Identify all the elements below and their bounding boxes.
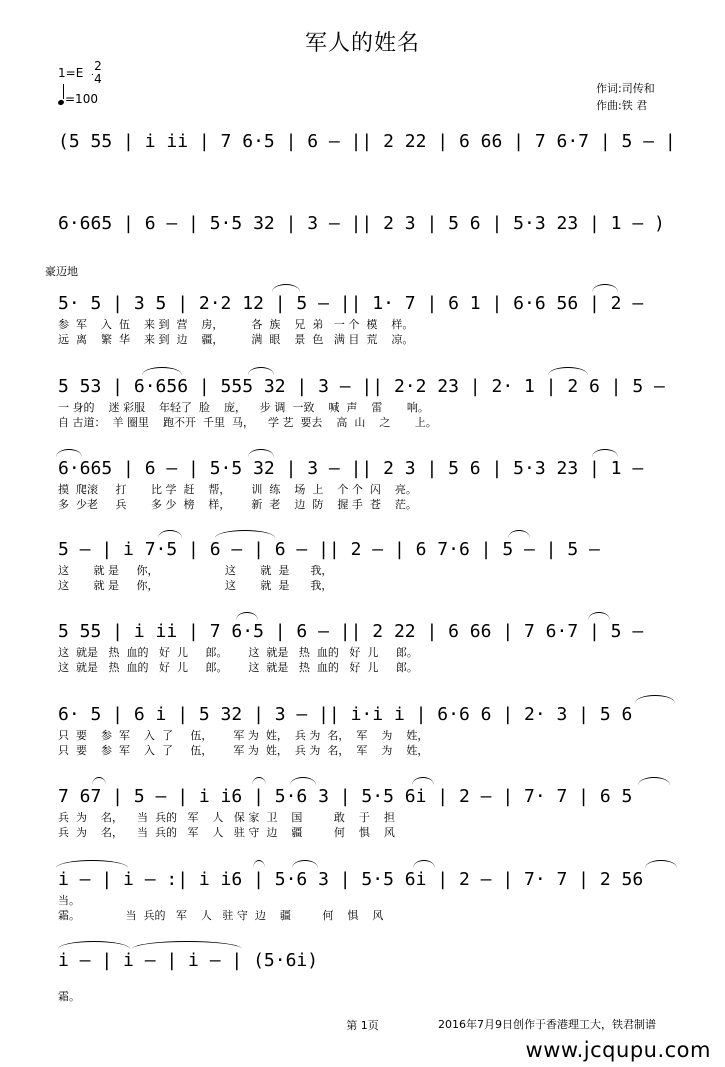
song-title: 军人的姓名 <box>304 31 420 56</box>
lyrics-verse-2: 兵 为 名， 当 兵的 军 人 驻 守 边 疆 何 惧 风 <box>58 826 395 839</box>
slur-arc <box>248 367 274 375</box>
lyrics-verse-1: 当。 <box>58 894 80 907</box>
lyrics-verse-1: 这 就是 热 血的 好 儿 郎。 这 就是 热 血的 好 儿 郎。 <box>58 646 418 659</box>
slur-arc <box>56 449 82 457</box>
expression-mark: 豪迈地 <box>45 265 78 278</box>
notation-line: 6· 5 | 6 i | 5 32 | 3 – || i·i i | 6·6 6 | 2· 3 | 5 6 <box>58 704 633 725</box>
slur-arc <box>142 367 182 375</box>
slur-arc <box>413 860 435 868</box>
slur-arc <box>253 860 265 868</box>
lyrics-verse-2: 自 古道： 羊 圈里 跑不开 千里 马， 学 艺 要去 高 山 之 上。 <box>58 416 437 429</box>
lyrics-verse-2: 霜。 当 兵的 军 人 驻 守 边 疆 何 惧 风 <box>58 909 384 922</box>
slur-arc <box>548 367 588 375</box>
lyrics-verse-2: 远 离 繁 华 来 到 边 疆， 满 眼 景 色 满 目 荒 凉。 <box>58 333 414 346</box>
slur-arc <box>592 449 618 457</box>
page-number: 第 1页 <box>346 1019 379 1032</box>
slur-arc <box>236 612 258 620</box>
slur-arc <box>252 777 266 785</box>
slur-arc <box>58 941 130 949</box>
notation-line: 5· 5 | 3 5 | 2·2 12 | 5 – || 1· 7 | 6 1 | 6·6 56 | 2 – <box>58 293 644 314</box>
slur-arc <box>215 530 275 538</box>
notation-line: (5 55 | i ii | 7 6·5 | 6 – || 2 22 | 6 66 | 7 6·7 | 5 – | <box>58 131 676 152</box>
lyrics-verse-1: 这 就 是 你， 这 就 是 我， <box>58 564 333 577</box>
slur-arc <box>635 695 675 703</box>
slur-arc <box>412 777 434 785</box>
slur-arc <box>56 860 128 868</box>
key-signature: 1=E <box>58 66 84 80</box>
lyrics-verse-2: 这 就是 热 血的 好 儿 郎。 这 就是 热 血的 好 儿 郎。 <box>58 661 418 674</box>
notation-line: 6·665 | 6 – | 5·5 32 | 3 – || 2 3 | 5 6 | 5·3 23 | 1 – ) <box>58 213 665 234</box>
slur-arc <box>645 860 677 868</box>
slur-arc <box>132 941 242 949</box>
lyrics-verse-2: 这 就 是 你， 这 就 是 我， <box>58 579 333 592</box>
composer: 作曲:铁 君 <box>596 99 648 112</box>
lyrics-verse-1: 只 要 参 军 入 了 伍， 军 为 姓， 兵 为 名， 军 为 姓， <box>58 729 429 742</box>
tempo-mark <box>58 88 98 106</box>
slur-arc <box>92 777 106 785</box>
slur-arc <box>638 777 670 785</box>
lyrics-verse-2: 只 要 参 军 入 了 伍， 军 为 姓， 兵 为 名， 军 为 姓， <box>58 744 429 757</box>
notation-line: 5 55 | i ii | 7 6·5 | 6 – || 2 22 | 6 66 | 7 6·7 | 5 – <box>58 621 644 642</box>
slur-arc <box>248 449 274 457</box>
slur-arc <box>508 530 530 538</box>
time-signature <box>92 60 104 86</box>
meter-top: 2 <box>94 59 102 73</box>
slur-arc <box>592 284 618 292</box>
slur-arc <box>290 777 316 785</box>
lyrics-verse-1: 参 军 入 伍 来 到 营 房， 各 族 兄 弟 一 个 模 样。 <box>58 318 414 331</box>
notation-line: 5 53 | 6·656 | 555 32 | 3 – || 2·2 23 | 2· 1 | 2 6 | 5 – <box>58 376 665 397</box>
lyrics-verse-2: 多 少老 兵 多 少 榜 样， 新 老 边 防 握 手 苍 茫。 <box>58 498 417 511</box>
credits <box>596 80 655 114</box>
meter-bottom: 4 <box>94 72 102 86</box>
lyrics-verse-2: 霜。 <box>58 990 80 1003</box>
quarter-note-icon <box>57 99 64 106</box>
notation-line: i – | i – :| i i6 | 5·6 3 | 5·5 6i | 2 – | 7· 7 | 2 56 <box>58 869 644 890</box>
slur-arc <box>158 530 182 538</box>
notation-line: 7 67 | 5 – | i i6 | 5·6 3 | 5·5 6i | 2 – | 7· 7 | 6 5 <box>58 786 633 807</box>
notation-line: i – | i – | i – | (5·6i) <box>58 950 319 971</box>
notation-line: 5 – | i 7·5 | 6 – | 6 – || 2 – | 6 7·6 | 5 – | 5 – <box>58 539 600 560</box>
lyrics-verse-1: 一 身的 迷 彩服 年轻了 脸 庞， 步 调 一致 喊 声 雷 响。 <box>58 401 429 414</box>
lyricist: 作词:司传和 <box>596 82 655 95</box>
slur-arc <box>292 860 318 868</box>
tempo-value: =100 <box>65 92 98 106</box>
notation-line: 6·665 | 6 – | 5·5 32 | 3 – || 2 3 | 5 6 | 5·3 23 | 1 – <box>58 458 644 479</box>
slur-arc <box>588 612 610 620</box>
lyrics-verse-1: 兵 为 名， 当 兵的 军 人 保 家 卫 国 敢 于 担 <box>58 811 395 824</box>
slur-arc <box>272 284 300 292</box>
site-watermark: www.jcqupu.com <box>525 1038 711 1062</box>
lyrics-verse-1: 摸 爬滚 打 比 学 赶 帮， 训 练 场 上 个 个 闪 亮。 <box>58 483 417 496</box>
footer-note: 2016年7月9日创作于香港理工大，铁君制谱 <box>438 1018 656 1031</box>
